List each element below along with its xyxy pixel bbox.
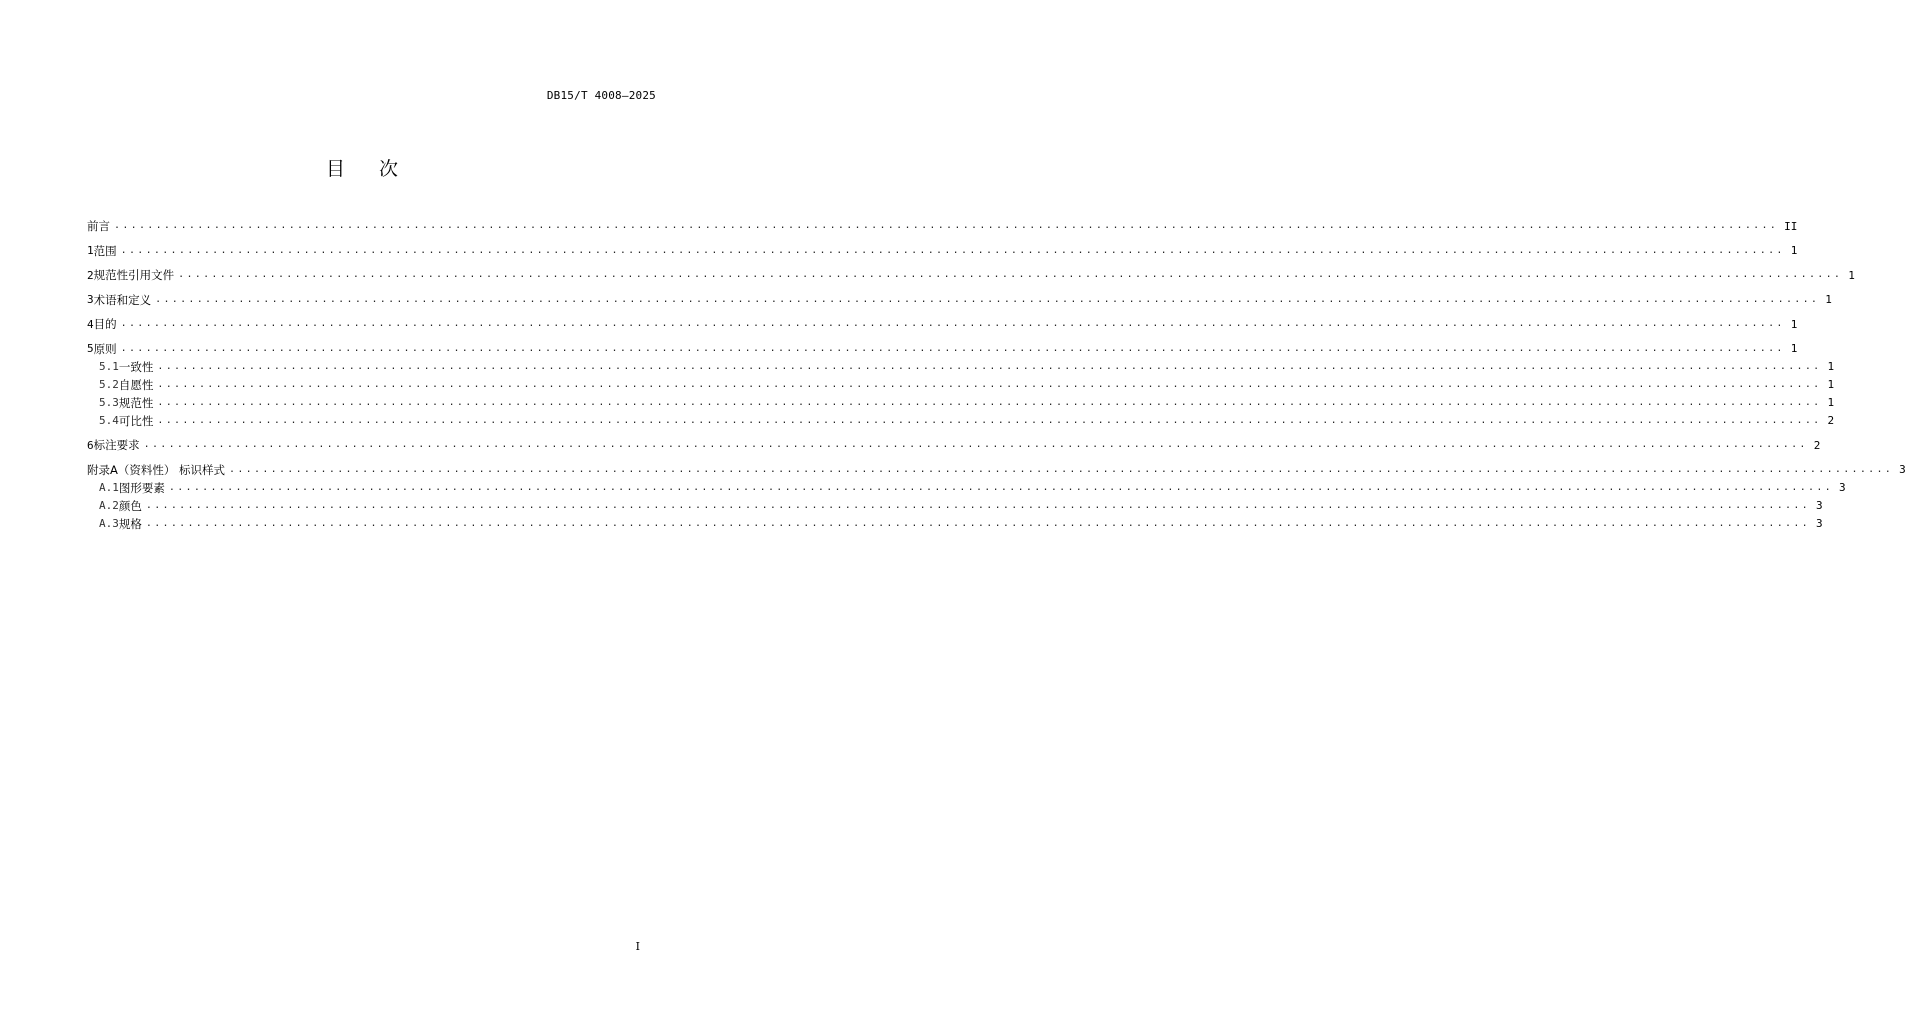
toc-entry[interactable] xyxy=(87,217,1798,235)
toc-entry-page: 1 xyxy=(1790,244,1798,257)
toc-entry-page: 1 xyxy=(1825,293,1832,306)
toc-entry[interactable] xyxy=(87,412,1835,430)
toc-entry[interactable] xyxy=(87,515,1823,533)
toc-leader-dots: ........................................................................................................................................................................................................ xyxy=(145,517,1810,529)
page-number: I xyxy=(635,940,640,953)
toc-leader-dots: ........................................................................................................................................................................................................ xyxy=(178,269,1843,280)
toc-entry-page: 2 xyxy=(1827,414,1835,427)
toc-entry[interactable] xyxy=(87,436,1821,454)
toc-leader-dots: ........................................................................................................................................................................................................ xyxy=(120,318,1785,329)
toc-entry-label: 规范性引用文件 xyxy=(93,268,175,282)
toc-entry-label: 范围 xyxy=(93,243,117,258)
toc-entry-page: 2 xyxy=(1813,438,1821,452)
toc-entry-number: 6 xyxy=(87,438,94,452)
toc-entry-label: 原则 xyxy=(93,341,117,356)
toc-entry[interactable] xyxy=(87,394,1835,412)
toc-entry-label: 目的 xyxy=(93,317,117,331)
toc-entry[interactable] xyxy=(87,358,1835,376)
toc-entry[interactable] xyxy=(87,242,1798,260)
toc-entry[interactable] xyxy=(87,461,1906,479)
toc-entry-page: 1 xyxy=(1827,360,1835,373)
toc-leader-dots: ........................................................................................................................................................................................................ xyxy=(155,293,1820,305)
toc-leader-dots: ........................................................................................................................................................................................................ xyxy=(145,499,1810,511)
toc-entry-label: 术语和定义 xyxy=(93,292,152,307)
toc-leader-dots: ........................................................................................................................................................................................................ xyxy=(143,439,1808,450)
toc-entry-number: A.3 xyxy=(99,517,119,530)
toc-entry-number: 4 xyxy=(87,317,94,331)
toc-entry-number: 5.4 xyxy=(99,414,119,427)
toc-entry-number: 5.2 xyxy=(99,378,119,391)
toc-entry-number: 5.1 xyxy=(99,360,119,373)
document-code: DB15/T 4008—2025 xyxy=(546,89,656,102)
toc-entry-label: 规格 xyxy=(118,516,142,531)
toc-entry[interactable] xyxy=(87,376,1835,394)
table-of-contents xyxy=(87,217,1906,533)
toc-entry-page: 3 xyxy=(1838,481,1846,494)
toc-entry-number: A.1 xyxy=(99,481,119,494)
toc-leader-dots: ........................................................................................................................................................................................................ xyxy=(157,378,1822,390)
toc-leader-dots: ........................................................................................................................................................................................................ xyxy=(168,481,1833,493)
toc-entry[interactable] xyxy=(87,340,1798,358)
toc-entry[interactable] xyxy=(87,291,1832,309)
toc-entry-page: 1 xyxy=(1848,268,1855,282)
toc-entry-label: 一致性 xyxy=(118,359,154,374)
toc-entry[interactable] xyxy=(87,497,1823,515)
toc-entry-label: 图形要素 xyxy=(118,480,165,495)
toc-entry-page: 3 xyxy=(1815,517,1823,530)
toc-entry-page: 1 xyxy=(1827,378,1835,391)
toc-entry-label: 自愿性 xyxy=(118,377,154,392)
toc-leader-dots: ........................................................................................................................................................................................................ xyxy=(157,396,1822,408)
toc-entry-label: 颜色 xyxy=(118,498,142,513)
toc-leader-dots: ........................................................................................................................................................................................................ xyxy=(157,360,1822,372)
toc-leader-dots: ........................................................................................................................................................................................................ xyxy=(120,244,1785,256)
toc-entry-number: 1 xyxy=(87,244,94,257)
toc-entry-label: 规范性 xyxy=(118,395,154,410)
toc-leader-dots: ........................................................................................................................................................................................................ xyxy=(120,342,1785,354)
toc-entry-page: 1 xyxy=(1790,317,1798,331)
toc-entry-label: 附录A（资料性） 标识样式 xyxy=(87,462,226,477)
toc-entry-number: 5 xyxy=(87,342,94,355)
toc-entry-page: 3 xyxy=(1899,463,1906,476)
toc-entry-page: 1 xyxy=(1790,342,1798,355)
toc-entry-number: 5.3 xyxy=(99,396,119,409)
toc-entry[interactable] xyxy=(87,479,1846,497)
toc-entry-page: 3 xyxy=(1815,499,1823,512)
toc-title: 目次 xyxy=(325,158,432,180)
toc-entry-number: A.2 xyxy=(99,499,119,512)
toc-entry-number: 2 xyxy=(87,268,94,282)
toc-leader-dots: ........................................................................................................................................................................................................ xyxy=(114,220,1779,231)
toc-entry-label: 可比性 xyxy=(118,413,154,428)
toc-entry-number: 3 xyxy=(87,293,94,306)
toc-entry[interactable] xyxy=(87,266,1855,284)
toc-entry-label: 前言 xyxy=(87,219,110,233)
toc-entry-page: 1 xyxy=(1827,396,1835,409)
toc-leader-dots: ........................................................................................................................................................................................................ xyxy=(229,463,1894,475)
toc-entry-page: II xyxy=(1784,219,1798,233)
toc-entry[interactable] xyxy=(87,315,1798,333)
toc-entry-label: 标注要求 xyxy=(93,438,140,452)
toc-leader-dots: ........................................................................................................................................................................................................ xyxy=(157,414,1822,426)
